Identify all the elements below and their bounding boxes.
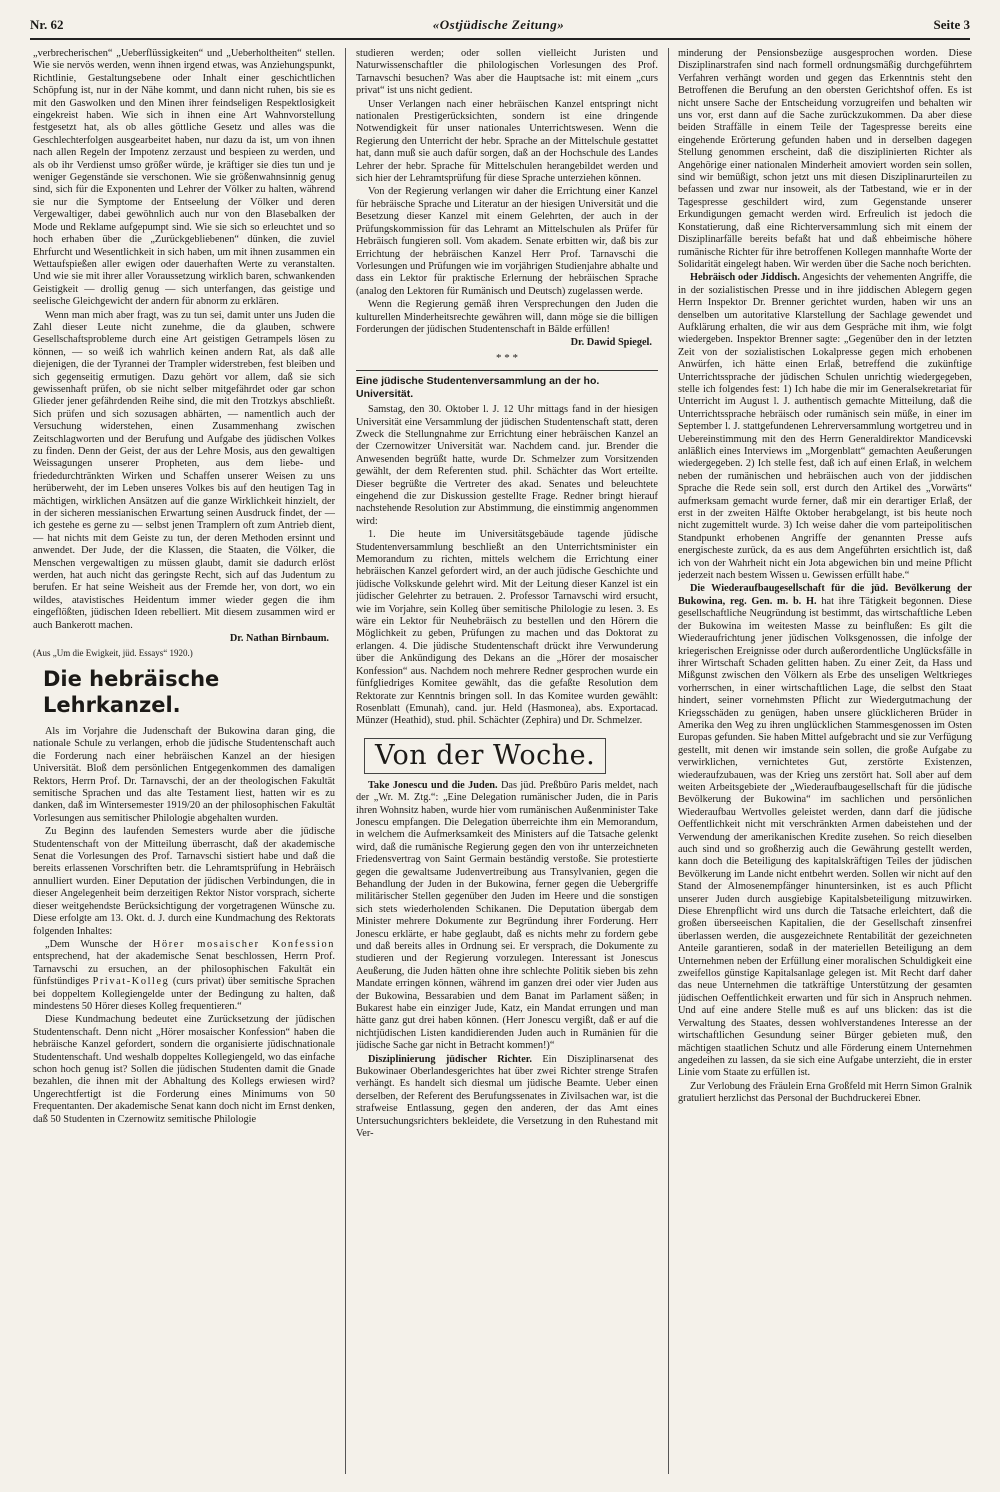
issue-number: Nr. 62 [30,17,64,32]
article-paragraph: minderung der Pensionsbezüge ausgesprochen worden. Diese Disziplinarstrafen sind nach formell ordnungsmäßig durchgeführtem Verfahren verhängt worden und gegen das Erkenntnis steht den Betroffenen die Berufung an den obersten Gerichtshof offen. Es ist nicht unsere Sache der Entscheidung vorzugreifen und behalten wir uns vor, erst dann auf die Sache zurückzukommen. Da aber diese beiden Straffälle in einem Teile der Tagespresse bereits eine eingehende Erörterung gefunden haben und in derselben dagegen Stellung genommen erscheint, daß die disziplinierten Richter als Angehörige einer nationalen Minderheit amoviert worden sein sollen, sind wir bemüßigt, schon jetzt uns mit diesen Disziplinarurteilen zu befassen und zwar nur insoweit, als der Tatbestand, wie er in der Tagespresse geschildert wird, zum Gegenstande unserer Erkundigungen gemacht werden wird. Erfreulich ist jedoch die Konstatierung, daß eine Richterversammlung sich mit einem der Disziplinarfälle bereits befaßt hat und daß ehbeimische höhere rumänische Richter für ihre betroffenen Kollegen mannhafte Worte der Solidarität eingelegt haben. Wir werden über die Sache noch berichten. [678,48,972,270]
article-heading: Eine jüdische Studentenversammlung an der ho. Universität. [356,370,658,401]
article-paragraph: „verbrecherischen“ „Ueberflüssigkeiten“ und „Ueberholtheiten“ stellen. Wie sie nervös werden, wenn ihnen irgend etwas, was Anziehungspunkt, Richtlinie, Gestaltungsebene oder Inhalt einer geschichtlichen Schöpfung ist, nur in der Nähe kommt, und dann nicht ruhen, bis sie es mit den Gaswolken und den Minen ihrer feindseligen Respektlosigkeit eingekreist haben. Wie sich in ihnen eine Art Wahnvorstellung festgesetzt hat, als ob alles göttliche Gesetz und alles was die Geschlechterfolgen ausgearbeitet haben, nur dazu da ist, um von ihnen nach allen Regeln der Impotenz zerzaust und bespieen zu werden, und als ob ihr Verdienst umso größer würde, je kräftiger sie dies tun und je weniger Gegenstände sie verschonen. Wie sie größenwahnsinnig genug sind, sich für die Exponenten und Lehrer der Völker zu halten, während sie nur die Symptome der Entseelung der Völker und deren Vergewaltiger, dabei gewöhnlich auch nur von den Blasebalken der Mode und Reklame aufgepumpt sind. Wie sie sich so erleuchtet und so hoch erhaben über die „Zurückgebliebenen“ dünken, die zuviel Ehrfurcht und Wesentlichkeit in sich haben, um mit ihnen zusammen ein Wettaufspießen aller ewigen oder dauerhaften Werte zu veranstalten. Und wie sie mit ihrer aller Voraussetzung wirklich baren, schwankenden Geistigkeit — drollig genug — sich unterfangen, das geistige und seelische Gleichgewicht der andern für abnorm zu erklären. [33,48,335,308]
article-paragraph: 1. Die heute im Universitätsgebäude tagende jüdische Studentenversammlung beschließt an den Unterrichtsminister ein Memorandum zu richten, mittels welchem die Errichtung einer hebräischen Kanzel gefordert wird, an der auch jüdische Geschichte und jüdische Volkskunde gelehrt wird. Mit der Leitung dieser Kanzel ist ein jüdischer Gelehrter zu betrauen. 2. Professor Tarnavschi wird ersucht, wie im Vorjahre, sein Kolleg über semitische Philologie zu lesen. 3. Es wäre ein Lektor für Neuhebräisch zu bestellen und den Hörern die Möglichkeit zu geben, Prüfungen zu machen und das Doktorat zu erlangen. 4. Die jüdische Studentenschaft drückt ihre Verwunderung über die Ankündigung des Dekans an die „Hörer der mosaischer Konfession“ aus. Nachdem noch mehrere Redner gesprochen wurde ein fünfgliedriges Komitee gewählt, das die gefaßte Resolution dem Rektorate zur Kenntnis bringen soll. In das Komitee wurden gewählt: Rosenblatt (Emunah), cand. jur. Held (Hasmonea), abs. Exportacad. Münzer (Heathid), stud. phil. Schächter (Zephira) und Dr. Schmelzer. [356,529,658,727]
article-heading: Die hebräische Lehrkanzel. [43,667,220,717]
article-paragraph: Als im Vorjahre die Judenschaft der Bukowina daran ging, die nationale Schule zu verlangen, erhob die jüdische Studentenschaft auch die Forderung nach einer hebräischen Kanzel an der hiesigen Universität. Bloß dem persönlichen Entgegenkommen des damaligen Rektors, Herrn Prof. Dr. Tarnavschi, der an der theologischen Fakultät semitische Sprachen und das alte Testament liest, hatten wir es zu danken, daß im Wintersemester 1919/20 an der philosophischen Fakultät Vorlesungen aus semitischer Philologie abgehalten wurden. [33,726,335,824]
article-paragraph: Samstag, den 30. Oktober l. J. 12 Uhr mittags fand in der hiesigen Universität eine Versammlung der jüdischen Studentenschaft statt, deren Zweck die Stellungnahme zur Errichtung einer hebräischen Kanzel an der Czernowitzer Universität war. Nachdem cand. jur. Brender die Anwesenden begrüßt hatte, wurde Dr. Schmelzer zum Vorsitzenden gewählt, der dem Referenten stud. phil. Schächter das Wort erteilte. Dieser begrüßte die Vertreter des akad. Senates und beleuchtete eingehend die zur Diskussion gestellte Frage. Redner bringt hierauf nachstehende Resolution zur Abstimmung, die einstimmig angenommen wird: [356,404,658,527]
announcement: Zur Verlobung des Fräulein Erna Großfeld mit Herrn Simon Gralnik gratuliert herzlichst das Personal der Buchdruckerei Ebner. [678,1080,972,1105]
masthead [30,12,970,40]
news-item: Take Jonescu und die Juden. Das jüd. Preßbüro Paris meldet, nach der „Wr. M. Ztg.“: „Eine Delegation rumänischer Juden, die in Paris ihren Wohnsitz haben, wurde hier vom rumänischen Außenminister Take Jonescu empfangen. Die Delegation überreichte ihm ein Memorandum, in welchem die Aufmerksamkeit des Ministers auf die Tatsache gelenkt wird, daß die rumänische Regierung gegen den von ihr unterzeichneten Friedensvertrag von Saint Germain beständig verstoße. Sie protestierte gegen die gewaltsame Judenvertreibung aus Transylvanien, gegen die Behandlung der Juden in der Bukowina, ferner gegen die Uebergriffe militärischer Stellen gegenüber den Juden im Heere und die sonstigen sich stets wiederholenden Schikanen. Die Deputation übergab dem Minister mehrere Dokumente zur Begründung ihrer Forderung. Herr Jonescu erklärte, er habe geglaubt, daß es nichts mehr zu fordern gebe und daß bereits alles in Ordnung sei. Er versprach, die Dokumente zu studieren und der Regierung vorzulegen. Interessant ist Jonescus Aeußerung, die Juden hätten ohne ihre schlechte Politik sieben bis zehn Mandate erringen können, während im ganzen drei oder vier Juden aus der Bukowina, Bessarabien und dem Banat im Parlament säßen; in Bukarest habe ein einziger Jude, Katz, ein Mandat errungen und man hätte ganz gut drei haben können. (Herr Jonescu vergißt, daß er auf die nichtjüdischen Listen kandidierenden Juden auch in Rumänien für die jüdische Sache gar nicht in Betracht kommen!)“ [356,779,658,1052]
article-paragraph: Diese Kundmachung bedeutet eine Zurücksetzung der jüdischen Studentenschaft. Denn nicht „Hörer mosaischer Konfession“ haben die hebräische Kanzel gefordert, sondern die organisierte jüdischnationale Studentenschaft. Und weshalb doppeltes Kollegiengeld, wo das einfache schon hoch genug ist? Sollen die jüdischen Studenten damit die Gnade bezahlen, die ihnen mit der Abhaltung des Kollegs erwiesen wird? Ungerechtfertigt ist die Forderung eines Minimums von 50 Frequentanten. Der akademische Senat kann doch nicht im Ernst denken, daß 50 Studenten in Czernowitz semitische Philologie [33,1014,335,1125]
article-paragraph: Von der Regierung verlangen wir daher die Errichtung einer Kanzel für hebräische Sprache und Literatur an der hiesigen Universität und die Besetzung dieser Kanzel mit einem Gelehrten, der auch in der Prüfungskommission für das Lehramt an Mittelschulen als Prüfer für Hebräisch fungieren soll. Vom akadem. Senate erbitten wir, daß bis zur Errichtung der hebräischen Kanzel Herr Prof. Tarnavschi die Vorlesungen und Prüfungen wie im vorjährigen Studienjahre abhalte und dass ein Lektor für praktische Erlernung der hebräischen Sprache (analog den Lektoren für Rumänisch und Deutsch) zugelassen werde. [356,186,658,297]
news-item: Hebräisch oder Jiddisch. Angesichts der vehementen Angriffe, die in der sozialistischen Presse und in ihre jiddischen Ablegern gegen Herrn Inspektor Dr. Brenner gerichtet wurden, haben wir uns an denselben um autoritative Klarstellung der Sachlage gewendet und Aufklärung erhalten, die wir aus dem Gespräche mit ihm, wie folgt wiedergeben. Inspektor Brenner sagte: „Gegenüber den in der letzten Zeit von der sozialistischen Lokalpresse gegen mich erhobenen Anwürfen, ich hätte einen Erlaß, betreffend die zukünftige Unterrichtssprache der jüdischen Schulen unrichtig wiedergegeben, stelle ich folgendes fest: 1) Ich habe die mir im Generalsekretariat für Unterricht im August l. J. authentisch gemachte Mitteilung, daß die Unterrichtssprache hebräisch oder rumänisch sein müße, in einer im September l. J. stattgefundenen Lehrerversammlung wortgetreu und in Uebereinstimmung mit den des Herrn Generaldirektor Mandicevski anläßlich eines Interviews im „Morgenblatt“ gemachten Aeußerungen wiedergegeben. 2) Ich stelle fest, daß ich auf einen Erlaß, in welchem neben der rumänischen und hebräischen auch von der jiddischen Sprache die Rede sein soll, erst durch den Artikel des „Vorwärts“ aufmerksam gemacht wurde ferner, daß mir ein derartiger Erlaß, der erst in der zweiten Hälfte Oktober herabgelangt, ist bis heute noch nicht zugemittelt wurde. 3) Ich weise daher die vom parteipolitischen Standpunkt erhobenen Angriffe der genannten Presse aufs energischeste zurück, da es aus dem Angeführten ersichtlich ist, daß ich von der Wahrheit nicht ein Jota abgewichen bin und meine Pflicht jederzeit nach bestem Wissen u. Gewissen erfüllt habe.“ [678,272,972,582]
article-paragraph: Wenn man mich aber fragt, was zu tun sei, damit unter uns Juden die Zahl dieser Leute nicht zunehme, die da glauben, schwere Gesellschaftsprobleme durch eine Art geistigen Getrampels lösen zu können, — so weiß ich wahrlich keinen andern Rat, als daß alle diejenigen, die der Tyrannei der Trampler widerstreben, fest bleiben und sich gegenseitig ermutigen. Dazu gehört vor allem, daß sie sich gewissenhaft prüfen, ob sie nicht selber mitgefährdet oder gar schon Glieder jener gefährdenden Reihe sind, die mit den Trotzkys abschließt. Sich prüfen und sich sozusagen abhärten, — namentlich auch der Versuchung widerstehen, einen Zusammenhang zwischen Zeitschlagworten und der Berufung und Aufgabe des jüdischen Volkes zu finden. Denn der Geist, der aus der Lehre Mosis, aus den gewaltigen Weissagungen unserer Propheten, aus dem liebe- und friededurchtränkten Wirken und Schaffen unserer Weisen zu uns herüberweht, der im Leben unseres Volkes bis auf den heutigen Tag in mächtigen, wirklichen Ansätzen auf die ganze Wirklichkeit hinzielt, der in der sicheren messianischen Erwartung seinen Ausdruck findet, der — ich gestehe es gerne zu — selbst jenen Tramplern oft zum Antrieb dient, — hat nichts mit dem Geiste zu tun, der deren Methoden ersinnt und anwendet. Der Jude, der die Klassen, die Staaten, die Völker, die Menschen vergewaltigen zu müssen glaubt, damit sie dadurch erlöst werden, hat auch nicht das geringste Recht, sich auf das Judentum zu berufen. Er hat seine Weisheit aus der Fremde her, von dort, wo ein wildes, atavistisches Heidentum immer wieder gegen die ihm eingeflößten, jüdischen Ideen rebelliert. Mit diesem zusammen wird er auch Bankerott machen. [33,309,335,631]
quoted-announcement: „Dem Wunsche der Hörer mosaischer Konfession entsprechend, hat der akademische Senat beschlossen, Herrn Prof. Tarnavschi zu ersuchen, an der philosophischen Fakultät ein fünfstündiges Privat-Kolleg (curs privat) über semitische Sprachen bei doppeltem Kollegiengelde unter der Bedingung zu halten, daß mindestens 50 Hörer dieses Kolleg frequentieren.“ [33,938,335,1012]
article-paragraph: Zu Beginn des laufenden Semesters wurde aber die jüdische Studentenschaft von der Mitteilung überrascht, daß der akademische Senat die Vorlesungen des Prof. Tarnavschi sistiert habe und daß die bereits erlassenen Vorschriften betr. die Lehramtsprüfung in Hebräisch annulliert wurden. Einer Deputation der jüdischen Verbindungen, die in dieser Angelegenheit beim derzeitigen Rektor Nistor vorsprach, sicherte dieser weitgehendste Berücksichtigung der vorgetragenen Wünsche zu. Diese erfolgte am 13. Okt. d. J. durch eine Kundmachung des Rektorats folgenden Inhaltes: [33,826,335,937]
news-item: Die Wiederaufbaugesellschaft für die jüd. Bevölkerung der Bukowina, reg. Gen. m. b. H. hat ihre Tätigkeit begonnen. Diese gesellschaftliche Neugründung ist bestimmt, das wirtschaftliche Leben der Bukowina im weitesten Masse zu beinflußen: Es gilt die Wiederaufrichtung jener jüdischen Volksgenossen, die infolge der kriegerischen Ereignisse oder durch außerordentliche Unglücksfälle in ihrer Wirtschaft Schaden gelitten haben. Zu einer Zeit, da Hass und Mißgunst zwischen den Völkern als Erbe des unseligen Weltkrieges vorherrschen, in einer wirtschaftlichen Lage, die selbst den Staat hindert, seiner vornehmsten Pflicht zur Wiedergutmachung der Kriegsschäden zu genügen, haben unsere glücklicheren Brüder in Amerika den Weg zu ihren unglücklichen Stammesgenossen im Osten Europas gefunden. Sie haben Mittel aufgebracht und sie zur Verfügung gestellt, mit denen wir imstande sein sollen, die große Aufgabe zu verwirklichen, vernichtetes Gut, zerstörte Existenzen, wiederaufzubauen, was der Krieg uns zerstört hat. Soll aber auf dem weiten Arbeitsgebiete der „Wiederaufbaugesellschaft für die jüdische Bevölkerung der Bukowina“ im sachlichen und persönlichen Wiederaufbau Wertvolles geleistet werden, dann darf die jüdische Oeffentlichkeit nicht mit verschränkten Armen dabeistehen und der Verwendung der amerikanischen Kredite zusehen. So reich dieselben auch sind und so großherzig auch die Gewährung gestellt werden, kann doch die Beteiligung des kapitalskräftigen Teiles der jüdischen Bevölkerung im Lande nicht entbehrt werden. Sollen wir nicht auf den Stand der Almosenempfänger hinuntersinken, ist es auch Pflicht unserer Juden durch ausgiebige Kapitalsbeteiligung mitzuwirken. Diese Ehrenpflicht wird uns durch die Tatsache erleichtert, daß die großen überseeischen Kapitalien, die der Gesellschaft zinsenfrei überlassen werden, die ausgezeichnete Rentabilität der gezeichneten Anteile garantieren, sodaß in der materiellen Beteiligung an dem Unternehmen neben der Erfüllung einer moralischen Schuldigkeit eine zweifellos günstige Kapitalsanlage gelegen ist. Mit Recht darf daher das neue Unternehmen die tatkräftige Unterstützung der gesamten jüdischen Oeffentlichkeit erwarten und für sich in Anspruch nehmen. Und auf eine andere Stelle muß es auf uns blicken: das ist die Verwaltung des Staates, dessen wohlverstandenes Interesse an der wirtschaftlichen Gesundung seiner Bürger gebieten muß, den mächtigen staatlichen Schutz und alle Förderung einem Unternehmen angedeihen zu lassen, da sie sich eine Aufgabe unterzieht, die in erster Linie vom Staate zu erfüllen ist. [678,583,972,1079]
page-number: Seite 3 [933,17,970,32]
section-separator: * * * [496,351,518,364]
author-signature: Dr. Dawid Spiegel. [570,337,652,349]
article-paragraph: Wenn die Regierung gemäß ihren Versprechungen den Juden die kulturellen Minderheitsrechte gewähren will, dann möge sie die billigen Forderungen der jüdischen Studentenschaft in Bälde erfüllen! [356,299,658,335]
column-rule [668,48,669,1474]
newspaper-title: «Ostjüdische Zeitung» [432,17,565,32]
column-2 [356,48,658,1474]
article-paragraph: studieren werden; oder sollen vielleicht Juristen und Naturwissenschaftler die philologischen Vorlesungen des Prof. Tarnavschi besuchen? Was aber die Hauptsache ist: mit einem „curs privat“ ist uns nicht gedient. [356,48,658,97]
column-3 [678,48,972,1474]
author-signature: Dr. Nathan Birnbaum. [229,633,329,645]
news-item: Disziplinierung jüdischer Richter. Ein Disziplinarsenat des Bukowinaer Oberlandesgerichtes hat über zwei Richter strenge Strafen verhängt. Es handelt sich diesmal um jüdische Beamte. Ueber einen derselben, der Referent des Berufungssenates in Zivilsachen war, ist die strafweise Entlassung, gegen den anderen, der das Amt eines Untersuchungsrichters bekleidete, die Versetzung in den Ruhestand mit Ver- [356,1053,658,1140]
section-heading: Von der Woche. [364,738,606,774]
article-paragraph: Unser Verlangen nach einer hebräischen Kanzel entspringt nicht nationalen Prestigerücksichten, sondern ist eine dringende Notwendigkeit für unser nationales Unterrichtswesen. Wenn die Regierung den Unterricht der hebr. Sprache an der Mittelschule gestattet hat, dann muß sie auch dafür sorgen, daß an der Hochschule des Landes Lehrer der hebr. Sprache für Mittelschulen herangebildet werden und sich hier der Lehramtsprüfung für diese Sprache unterziehen können. [356,98,658,185]
column-1 [33,48,335,1474]
column-rule [345,48,346,1474]
source-note: (Aus „Um die Ewigkeit, jüd. Essays“ 1920.) [33,647,193,658]
